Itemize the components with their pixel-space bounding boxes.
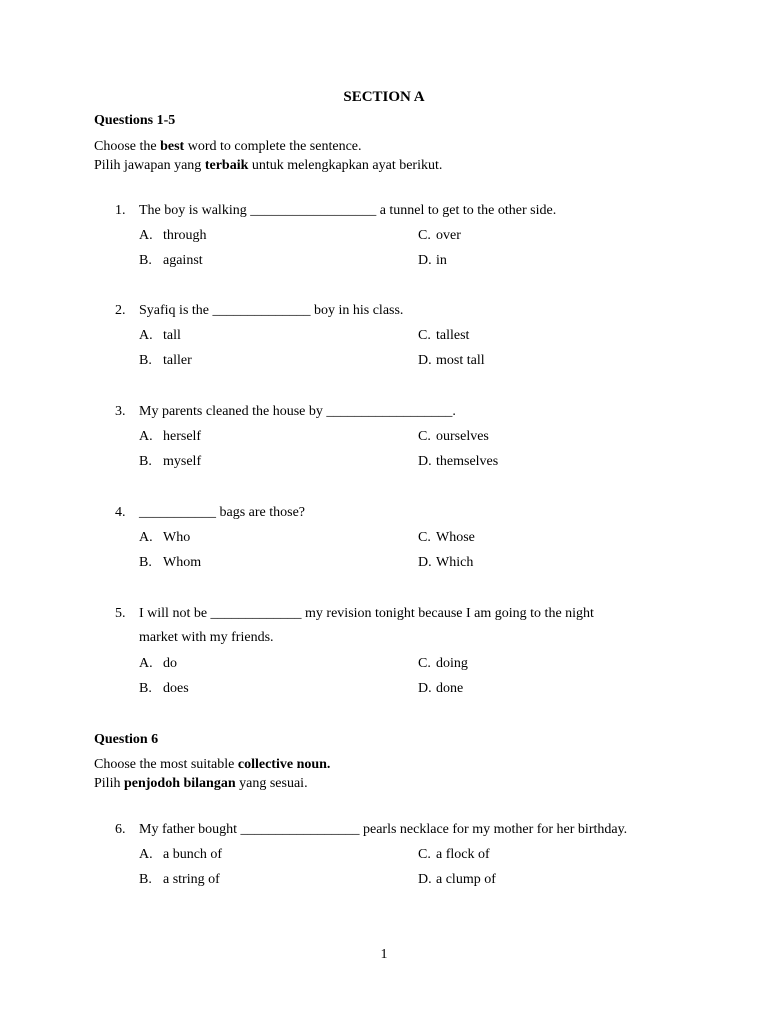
option-letter: A. — [139, 530, 153, 545]
option-text: tallest — [436, 328, 470, 343]
option-text: Who — [163, 530, 191, 545]
instruction-english — [94, 756, 330, 774]
question-6-heading: Question 6 — [94, 732, 159, 747]
question-number: 6. — [115, 822, 126, 837]
option-letter: B. — [139, 353, 152, 368]
instruction-emphasis: best — [160, 139, 185, 154]
option-text: most tall — [436, 353, 485, 368]
option-letter: C. — [418, 656, 431, 671]
option-letter: B. — [139, 253, 152, 268]
option-c — [418, 846, 490, 864]
questions-heading: Questions 1-5 — [94, 113, 176, 128]
option-text: Whom — [163, 555, 202, 570]
question-text: My father bought _________________ pearls necklace for my mother for her birthday. — [139, 822, 628, 837]
option-a — [139, 428, 201, 446]
option-text: against — [163, 253, 203, 268]
option-text: a clump of — [436, 872, 496, 887]
option-d — [418, 554, 473, 572]
option-b — [139, 871, 220, 889]
instruction-text: Pilih — [94, 776, 124, 791]
option-text: doing — [436, 656, 468, 671]
option-letter: A. — [139, 847, 153, 862]
option-text: does — [163, 681, 189, 696]
instruction-text: Choose the most suitable — [94, 757, 238, 772]
option-letter: D. — [418, 872, 432, 887]
instruction-english — [94, 138, 362, 156]
question-number: 1. — [115, 203, 126, 218]
option-d — [418, 680, 463, 698]
question-number: 5. — [115, 606, 126, 621]
question-text-continued: market with my friends. — [139, 630, 274, 645]
question-number: 3. — [115, 404, 126, 419]
option-text: Which — [436, 555, 474, 570]
option-text: a string of — [163, 872, 220, 887]
option-a — [139, 655, 177, 673]
option-a — [139, 227, 207, 245]
question-number: 2. — [115, 303, 126, 318]
option-letter: B. — [139, 681, 152, 696]
option-text: ourselves — [436, 429, 489, 444]
option-letter: A. — [139, 328, 153, 343]
option-text: through — [163, 228, 207, 243]
option-b — [139, 252, 203, 270]
option-b — [139, 352, 192, 370]
question-text: Syafiq is the ______________ boy in his class. — [139, 303, 404, 318]
question-text: The boy is walking __________________ a tunnel to get to the other side. — [139, 203, 557, 218]
option-text: a bunch of — [163, 847, 223, 862]
instruction-malay — [94, 157, 442, 175]
option-letter: D. — [418, 454, 432, 469]
question-number: 4. — [115, 505, 126, 520]
option-letter: C. — [418, 328, 431, 343]
instruction-text: Choose the — [94, 139, 161, 154]
option-text: tall — [163, 328, 181, 343]
option-letter: C. — [418, 228, 431, 243]
instruction-emphasis: terbaik — [204, 158, 249, 173]
question-text: I will not be _____________ my revision tonight because I am going to the night — [139, 606, 594, 621]
question-text: ___________ bags are those? — [139, 505, 306, 520]
option-c — [418, 227, 461, 245]
option-b — [139, 453, 201, 471]
option-text: themselves — [436, 454, 499, 469]
option-d — [418, 871, 496, 889]
option-letter: C. — [418, 429, 431, 444]
option-letter: A. — [139, 429, 153, 444]
option-letter: D. — [418, 555, 432, 570]
instruction-text: untuk melengkapkan ayat berikut. — [248, 158, 443, 173]
option-letter: B. — [139, 454, 152, 469]
option-c — [418, 529, 475, 547]
instruction-emphasis: penjodoh bilangan — [123, 776, 236, 791]
instruction-text: word to complete the sentence. — [184, 139, 362, 154]
option-b — [139, 680, 189, 698]
option-letter: B. — [139, 872, 152, 887]
option-letter: A. — [139, 656, 153, 671]
section-title: SECTION A — [343, 89, 425, 105]
option-d — [418, 453, 498, 471]
option-text: taller — [163, 353, 192, 368]
option-letter: C. — [418, 530, 431, 545]
question-text: My parents cleaned the house by __________________. — [139, 404, 456, 419]
option-letter: D. — [418, 681, 432, 696]
instruction-text: yang sesuai. — [235, 776, 308, 791]
option-text: in — [436, 253, 447, 268]
option-letter: D. — [418, 253, 432, 268]
option-letter: A. — [139, 228, 153, 243]
option-letter: C. — [418, 847, 431, 862]
instruction-malay — [94, 775, 308, 793]
option-letter: B. — [139, 555, 152, 570]
option-b — [139, 554, 201, 572]
option-d — [418, 352, 485, 370]
option-d — [418, 252, 447, 270]
option-text: done — [436, 681, 464, 696]
option-text: do — [163, 656, 177, 671]
instruction-emphasis: collective noun. — [237, 757, 331, 772]
option-c — [418, 428, 489, 446]
instruction-text: Pilih jawapan yang — [94, 158, 205, 173]
option-c — [418, 655, 468, 673]
option-text: herself — [163, 429, 202, 444]
option-text: Whose — [436, 530, 475, 545]
option-a — [139, 327, 181, 345]
page-number: 1 — [380, 947, 388, 962]
option-text: over — [436, 228, 461, 243]
option-a — [139, 846, 222, 864]
option-c — [418, 327, 469, 345]
option-text: myself — [163, 454, 202, 469]
option-text: a flock of — [436, 847, 490, 862]
option-a — [139, 529, 190, 547]
option-letter: D. — [418, 353, 432, 368]
